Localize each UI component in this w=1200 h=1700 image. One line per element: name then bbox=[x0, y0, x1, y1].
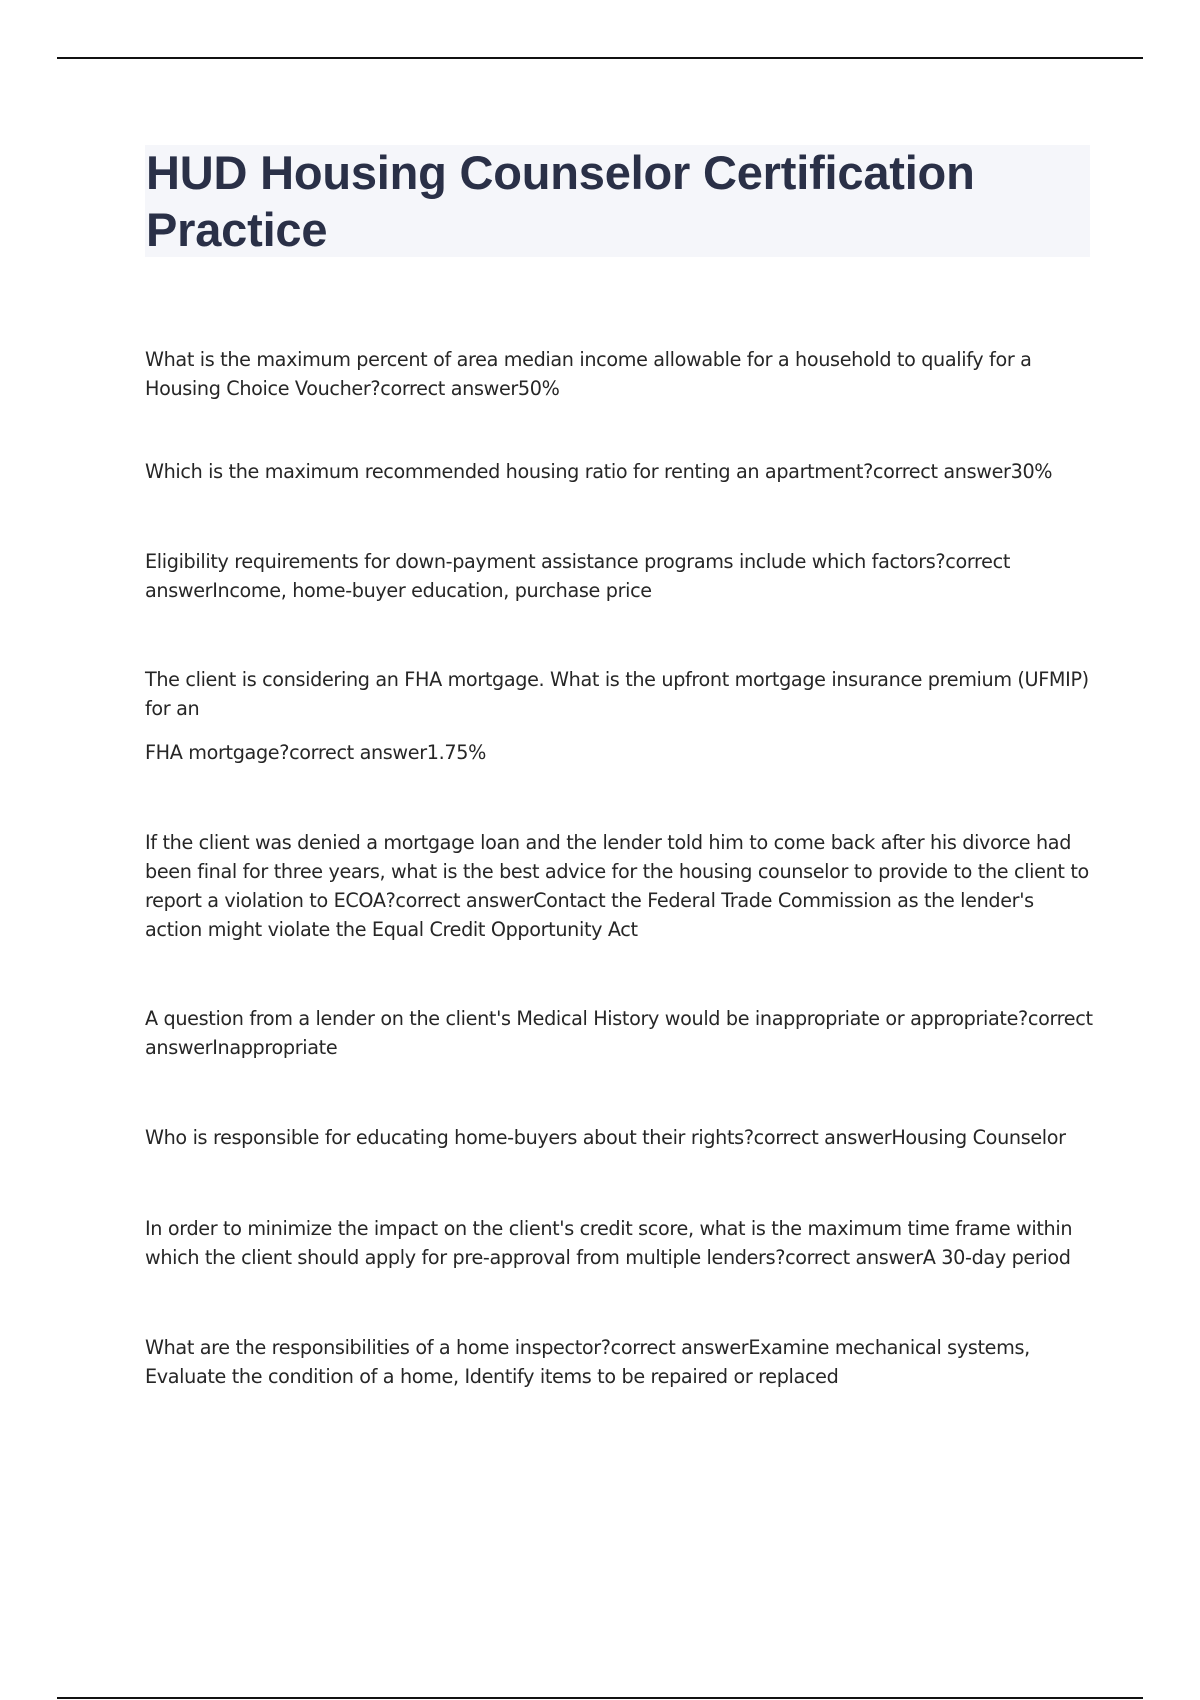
qa-text: What is the maximum percent of area median income allowable for a household to qualify for a Housing Choice Voucher?correct answer50% bbox=[145, 348, 1032, 400]
qa-item bbox=[145, 345, 1095, 403]
qa-item bbox=[145, 1004, 1095, 1062]
qa-text: What are the responsibilities of a home inspector?correct answerExamine mechanical systems, Evaluate the condition of a home, Identify items to be repaired or replaced bbox=[145, 1336, 1030, 1388]
qa-text: Which is the maximum recommended housing ratio for renting an apartment?correct answer30% bbox=[145, 460, 1053, 483]
qa-item bbox=[145, 1333, 1095, 1391]
qa-text: Eligibility requirements for down-payment assistance programs include which factors?correct answerIncome, home-buyer education, purchase price bbox=[145, 550, 1010, 602]
qa-text: The client is considering an FHA mortgage. What is the upfront mortgage insurance premium (UFMIP) for an bbox=[145, 668, 1089, 720]
qa-item bbox=[145, 1214, 1095, 1272]
qa-item bbox=[145, 828, 1095, 944]
qa-text: A question from a lender on the client's Medical History would be inappropriate or appropriate?correct answerInappropriate bbox=[145, 1007, 1093, 1059]
qa-item bbox=[145, 1123, 1095, 1152]
qa-item bbox=[145, 457, 1095, 486]
qa-item bbox=[145, 547, 1095, 605]
qa-text: Who is responsible for educating home-buyers about their rights?correct answerHousing Counselor bbox=[145, 1126, 1066, 1149]
qa-item bbox=[145, 665, 1095, 767]
qa-list bbox=[145, 345, 1095, 1391]
header-rule bbox=[57, 57, 1143, 59]
qa-text: In order to minimize the impact on the client's credit score, what is the maximum time frame within which the client should apply for pre-approval from multiple lenders?correct answerA 30-day period bbox=[145, 1217, 1073, 1269]
qa-text-continued: FHA mortgage?correct answer1.75% bbox=[145, 741, 486, 764]
footer-rule bbox=[57, 1697, 1143, 1699]
qa-text: If the client was denied a mortgage loan and the lender told him to come back after his divorce had been final for three years, what is the best advice for the housing counselor to provide to the client to report a violation to ECOA?correct answerContact the Federal Trade Commission as the lender's action might violate the Equal Credit Opportunity Act bbox=[145, 831, 1089, 941]
page-title: HUD Housing Counselor Certification Practice bbox=[146, 146, 975, 256]
